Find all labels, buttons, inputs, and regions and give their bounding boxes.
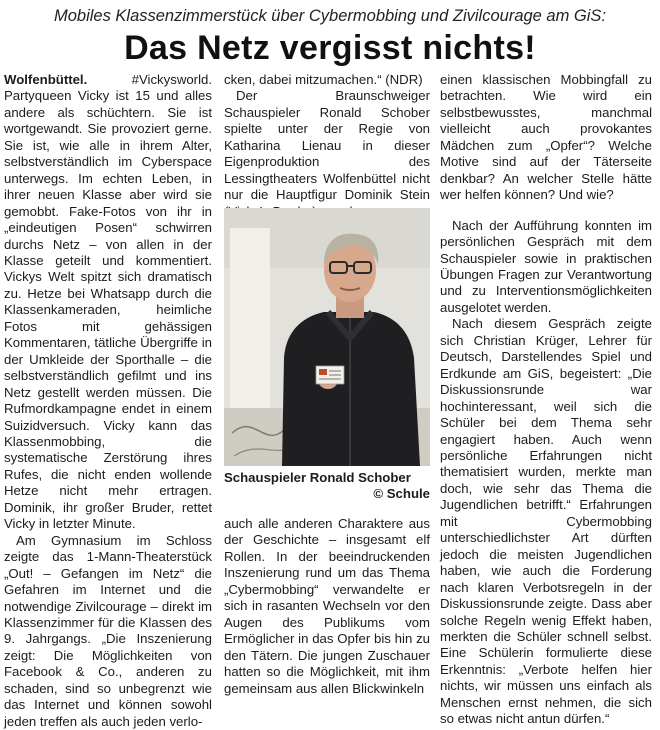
- paragraph-text: #Vickysworld. Partyqueen Vicky ist 15 und alles andere als schüchtern. Sie ist wortgewandt. Sie provoziert gerne. Sie ist, wie alle in ihrem Alter, selbstverständlich im Cyberspace unterwegs. Im echten Leben, in ihrer neuen Klasse aber wird sie gemobbt. Fake-Fotos von ihr in „eindeutigen Posen“ schwirren durchs Netz – von allen in der Klasse geteilt und kommentiert. Vickys Welt spitzt sich dramatisch zu. Hetze bei Whatsapp durch die Klassenkameraden, heimliche Fotos mit gehässigen Kommentaren, tätliche Übergriffe in der Umkleide der Sporthalle – die selbstverständlich gefilmt und ins Netz gestellt werden müssen. Die Rufmordkampagne endet in einem Suizidversuch. Vicky kann das Klassenmobbing, die systematische Zerstörung ihres Rufes, die nicht enden wollende Hetze nicht mehr ertragen. Dominik, ihr großer Bruder, rettet Vicky in letzter Minute.: [4, 72, 212, 532]
- paragraph: Am Gymnasium im Schloss zeigte das 1-Mann-Theaterstück „Out! – Gefangen im Netz“ die Gefahren im Internet und die notwendige Zivilcourage – direkt im Klassenzimmer für die Klassen des 9. Jahrgangs. „Die Inszenierung zeigt: Die Möglichkeiten von Facebook & Co., anderen zu schaden, sind so unbegrenzt wie das Internet und können sowohl jeden treffen als auch jeden verlo-: [4, 532, 212, 729]
- photo-block: [224, 208, 430, 502]
- article-column-3: [440, 72, 652, 728]
- caption-text: Schauspieler Ronald Schober: [224, 470, 411, 485]
- actor-photo: [224, 208, 430, 466]
- dateline: Wolfenbüttel.: [4, 72, 88, 87]
- article-column-1: [4, 72, 212, 730]
- paragraph: cken, dabei mitzumachen.“ (NDR): [224, 72, 423, 87]
- paragraph: einen klassischen Mobbingfall zu betrachten. Wie wird ein selbstbewusstes, manchmal vielleicht auch provokantes Mädchen zum „Opfer“? Welche Motive sind auf der Täterseite denkbar? An welcher Stelle hätte wer helfen können? Und wie?: [440, 72, 652, 203]
- article-headline: Das Netz vergisst nichts!: [124, 29, 536, 67]
- article-column-2-bottom: [224, 516, 430, 697]
- paragraph: auch alle anderen Charaktere aus der Geschichte – insgesamt elf Rollen. In der beeindruckenden Inszenierung rund um das Thema „Cybermobbing“ verwandelte er sich in rasanten Wechseln vor den Augen des Publikums vom Ermöglicher in das Opfer bis hin zu den Tätern. Die jungen Zuschauer hatten so die Möglichkeit, mit ihm gemeinsam aus allen Blickwinkeln: [224, 516, 430, 696]
- photo-caption: [224, 470, 430, 502]
- paragraph: Nach der Aufführung konnten im persönlichen Gespräch mit dem Schauspieler sowie in praktischen Übungen Fragen zur Verantwortung und zu Interventionsmöglichkeiten ausgelotet werden.: [440, 217, 652, 315]
- photo-credit: © Schule: [373, 486, 430, 501]
- paragraph: Der Braunschweiger Schauspieler Ronald Schober spielte unter der Regie von Katharina Lienau in dieser Eigenproduktion des Lessingtheaters Wolfenbüttel nicht nur die Hauptfigur Dominik Stein: [224, 88, 430, 203]
- paragraph: Nach diesem Gespräch zeigte sich Christian Krüger, Lehrer für Deutsch, Darstellendes Spiel und Erdkunde am GiS, begeistert: „Die Diskussionsrunde war hochinteressant, weil sich die Schüler bei dem Thema sehr engagiert haben. Auch wenn persönliche Erfahrungen nicht thematisiert wurden, merkte man doch, wie sehr das Thema die Jugendlichen betrifft.“ Erfahrungen mit Cybermobbing unterschiedlichster Art dürften jedoch die meisten Jugendlichen haben, wie auch die Forderung nach klaren Verbotsregeln in der Diskussionsrunde zeigte. Dass aber solche Regeln wenig Effekt haben, merkten die Schüler schnell selbst. Eine Schülerin formulierte diese Erkenntnis: „Verbote helfen hier nichts, wir müssen uns einfach als Menschen ernst nehmen, die sich so etwas nicht antun dürfen.“: [440, 316, 652, 727]
- paragraph: [4, 72, 212, 533]
- actor-photo-image: [224, 208, 430, 466]
- article-column-2-top: [224, 72, 430, 220]
- article-kicker: Mobiles Klassenzimmerstück über Cybermobbing und Zivilcourage am GiS:: [53, 7, 607, 25]
